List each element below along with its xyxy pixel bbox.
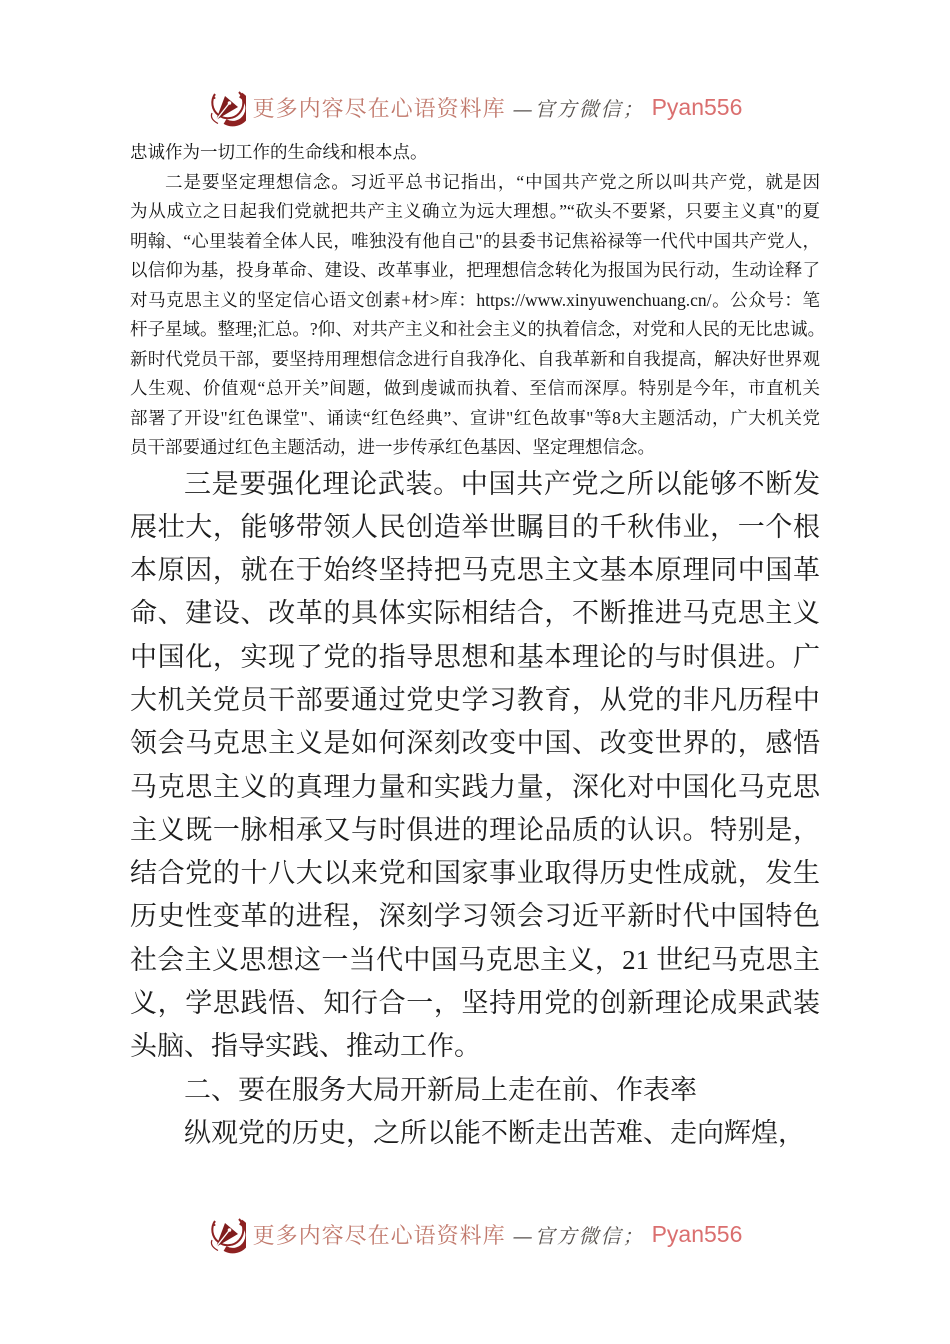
- footer-brand-text: 更多内容尽在心语资料库: [252, 1222, 506, 1248]
- text-line: 对马克思主义的坚定信心语文创素+材>库：https://www.xinyuwenchuang.cn/。公众号：笔: [130, 289, 820, 310]
- pen-swirl-logo-icon: [208, 1212, 246, 1256]
- text-line: 头脑、指导实践、推动工作。: [130, 1031, 481, 1062]
- paragraph: [130, 463, 820, 1069]
- text-line: 大机关党员干部要通过党史学习教育，从党的非凡历程中: [130, 684, 820, 715]
- text-line: 中国化，实现了党的指导思想和基本理论的与时俱进。广: [130, 641, 820, 672]
- text-line: 结合党的十八大以来党和国家事业取得历史性成就，发生: [130, 858, 820, 889]
- header-wechat-id: Pyan556: [651, 93, 743, 120]
- paragraph: [130, 1069, 820, 1112]
- text-line: 以信仰为基，投身革命、建设、改革事业，把理想信念转化为报国为民行动，生动诠释了: [130, 260, 820, 280]
- text-line: 明翰、“心里装着全体人民，唯独没有他自己"的县委书记焦裕禄等一代代中国共产党人，: [130, 230, 820, 251]
- text-line: 杆子星域。整理;汇总。?仰、对共产主义和社会主义的执着信念，对党和人民的无比忠诚。: [130, 319, 826, 339]
- paragraph: [130, 138, 820, 168]
- paragraph: [130, 1112, 820, 1155]
- text-line: 领会马克思主义是如何深刻改变中国、改变世界的，感悟: [130, 728, 820, 759]
- text-line: 三是要强化理论武装。中国共产党之所以能够不断发: [184, 468, 820, 499]
- text-line: 社会主义思想这一当代中国马克思主义，21 世纪马克思主: [130, 944, 820, 975]
- text-line: 马克思主义的真理力量和实践力量，深化对中国化马克思: [130, 771, 820, 802]
- text-line: 员干部要通过红色主题活动，进一步传承红色基因、坚定理想信念。: [130, 437, 655, 457]
- header-brand-text: 更多内容尽在心语资料库: [252, 95, 506, 121]
- header-wechat-label: —官方微信；: [512, 96, 645, 121]
- text-line: 人生观、价值观“总开关”间题，做到虔诚而执着、至信而深厚。特别是今年，市直机关: [130, 378, 820, 398]
- footer-wechat-id: Pyan556: [651, 1220, 743, 1247]
- footer-wechat-label: —官方微信；: [512, 1223, 645, 1248]
- paragraph: [130, 168, 826, 463]
- text-line: 义，学思践悟、知行合一，坚持用党的创新理论成果武装: [130, 988, 820, 1019]
- text-line: 历史性变革的进程，深刻学习领会习近平新时代中国特色: [130, 901, 820, 932]
- text-line: 二是要坚定理想信念。习近平总书记指出，“中国共产党之所以叫共产党，就是因: [165, 171, 820, 192]
- text-line: 忠诚作为一切工作的生命线和根本点。: [130, 142, 428, 162]
- text-line: 展壮大，能够带领人民创造举世瞩目的千秋伟业，一个根: [130, 511, 820, 542]
- text-line: 为从成立之日起我们党就把共产主义确立为远大理想。”“砍头不要紧，只要主义真"的夏: [130, 201, 820, 221]
- footer-watermark: [0, 1205, 950, 1263]
- document-body: [130, 138, 826, 1155]
- text-line: 本原因，就在于始终坚持把马克思主文基本原理同中国革: [130, 555, 820, 586]
- text-line: 命、建设、改革的具体实际相结合，不断推进马克思主义: [130, 598, 820, 629]
- text-line: 纵观党的历史，之所以能不断走出苦难、走向辉煌，: [184, 1117, 805, 1148]
- header-watermark: [0, 0, 950, 136]
- text-line: 新时代党员干部，要坚持用理想信念进行自我净化、自我革新和自我提高，解决好世界观: [130, 348, 820, 369]
- text-line: 主义既一脉相承又与时俱进的理论品质的认识。特别是，: [130, 814, 820, 845]
- text-line: 二、要在服务大局开新局上走在前、作表率: [184, 1074, 697, 1105]
- text-line: 部署了开设"红色课堂"、诵读“红色经典”、宣讲"红色故事"等8大主题活动，广大机关党: [130, 407, 820, 428]
- pen-swirl-logo-icon: [208, 85, 246, 129]
